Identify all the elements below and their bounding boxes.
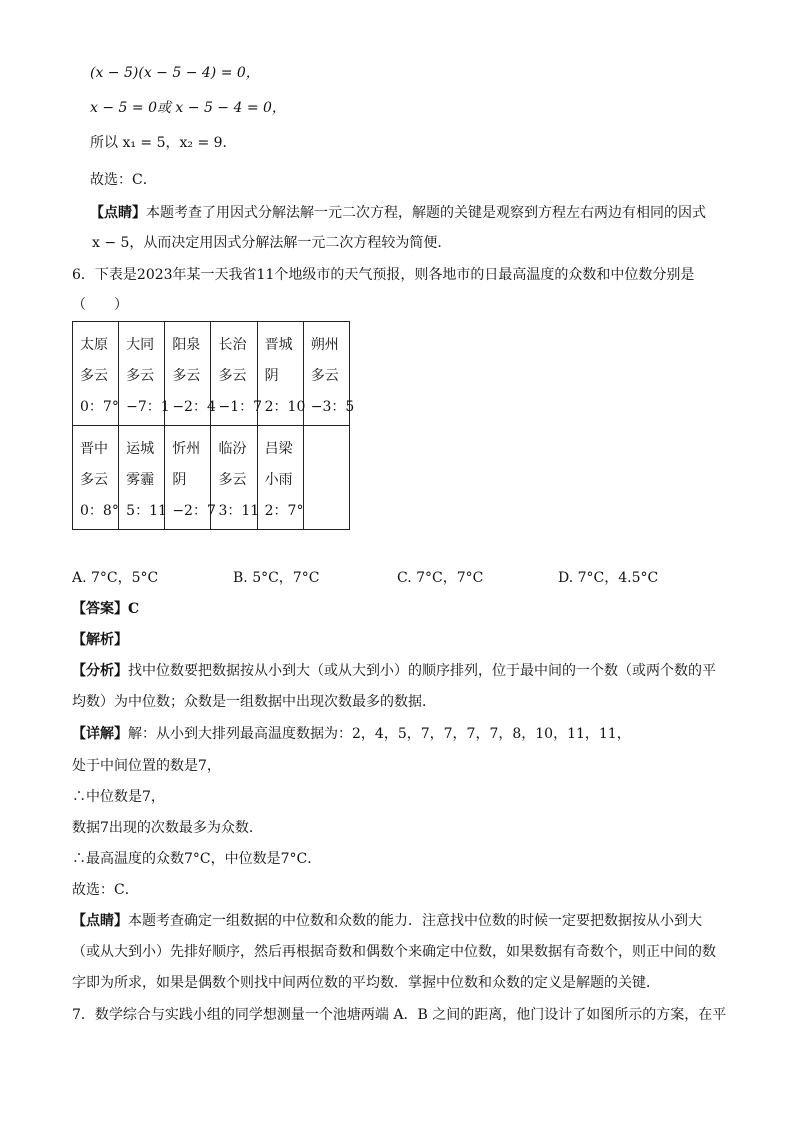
q6-stem-line2: （ ） — [72, 297, 128, 313]
city-name: 吕梁 — [264, 441, 293, 457]
weather-text: 多云 — [218, 472, 247, 488]
prev-comment-line2: x − 5，从而决定用因式分解法解一元二次方程较为简便． — [92, 235, 452, 251]
option-b[interactable]: B. 5°C，7°C — [233, 570, 320, 586]
temp-range: 3：11 — [218, 503, 260, 519]
city-name: 晋城 — [264, 337, 293, 353]
temp-range: 0：7° — [80, 399, 119, 415]
temp-range: 5：11 — [126, 503, 167, 519]
weather-text: 多云 — [218, 368, 247, 384]
prev-comment-line1 — [90, 203, 706, 223]
q6-comment-line2: （或从大到小）先排好顺序，然后再根据奇数和偶数个来确定中位数，如果数据有奇数个，则正中间的数 — [72, 944, 716, 960]
temp-range: −2：4 — [172, 399, 216, 415]
comment-text: 本题考查确定一组数据的中位数和众数的能力．注意找中位数的时候一定要把数据按从小到大 — [128, 913, 702, 929]
city-name: 太原 — [80, 337, 108, 353]
city-name — [311, 434, 349, 465]
weather-text: 多云 — [80, 368, 108, 384]
weather-text — [311, 465, 349, 496]
city-name: 运城 — [126, 441, 155, 457]
q6-stem-line1: 6．下表是2023年某一天我省11个地级市的天气预报，则各地市的日最高温度的众数和中位数分别是 — [72, 267, 695, 283]
weather-text: 小雨 — [264, 472, 293, 488]
q6-detail-line4: 数据7出现的次数最多为众数． — [72, 820, 263, 836]
q6-analysis-line1 — [72, 661, 716, 681]
prev-comment-text: 本题考查了用因式分解法解一元二次方程，解题的关键是观察到方程左右两边有相同的因式 — [146, 205, 706, 221]
table-cell — [119, 322, 170, 426]
weather-text: 阴 — [264, 368, 279, 384]
table-row — [73, 426, 350, 530]
q6-detail-line5: ∴最高温度的众数7°C，中位数是7°C． — [72, 851, 322, 867]
table-cell — [119, 426, 165, 530]
table-cell — [211, 426, 260, 530]
detail-tag: 【详解】 — [72, 726, 128, 742]
table-cell-empty — [303, 426, 349, 530]
temp-range: 2：10 — [264, 399, 306, 415]
temp-range: −2：7 — [172, 503, 216, 519]
city-name: 朔州 — [310, 337, 339, 353]
weather-text: 多云 — [172, 368, 201, 384]
option-a[interactable]: A. 7°C，5°C — [72, 570, 159, 586]
q6-answer: 【答案】C — [72, 601, 140, 617]
weather-text: 阴 — [172, 472, 187, 488]
table-cell — [303, 322, 355, 426]
temp-range: 2：7° — [264, 503, 304, 519]
q6-detail-line2: 处于中间位置的数是7， — [72, 758, 221, 774]
temp-range: −1：7 — [218, 399, 263, 415]
equation-cases: x − 5 = 0或 x − 5 − 4 = 0， — [90, 100, 286, 116]
prev-comment-tag: 【点睛】 — [90, 205, 146, 221]
city-name: 临汾 — [218, 441, 247, 457]
table-cell — [165, 426, 216, 530]
q6-detail-line1 — [72, 724, 631, 744]
q6-detail-line6: 故选：C． — [72, 882, 139, 898]
table-cell — [257, 426, 303, 530]
equation-factored: (x − 5)(x − 5 − 4) = 0， — [90, 65, 260, 81]
q6-analysis-header: 【解析】 — [72, 632, 128, 648]
table-row — [73, 322, 350, 426]
table-cell — [73, 426, 119, 530]
option-d[interactable]: D. 7°C，4.5°C — [558, 570, 659, 586]
q6-detail-line3: ∴中位数是7， — [72, 789, 165, 805]
city-name: 阳泉 — [172, 337, 201, 353]
q6-comment-line3: 字即为所求，如果是偶数个则找中间两位数的平均数．掌握中位数和众数的定义是解题的关键． — [72, 975, 660, 991]
comment-tag: 【点睛】 — [72, 913, 128, 929]
detail-text: 解：从小到大排列最高温度数据为：2，4，5，7，7，7，7，8，10，11，11， — [128, 726, 631, 742]
q6-analysis-line2: 均数）为中位数；众数是一组数据中出现次数最多的数据． — [72, 694, 436, 710]
table-cell — [73, 322, 119, 426]
temp-range: 0：8° — [80, 503, 119, 519]
q6-comment-line1 — [72, 911, 702, 931]
table-cell — [257, 322, 306, 426]
temp-range — [311, 496, 349, 527]
analysis-tag: 【分析】 — [72, 663, 128, 679]
table-cell — [165, 322, 216, 426]
weather-text: 多云 — [80, 472, 108, 488]
option-c[interactable]: C. 7°C，7°C — [397, 570, 484, 586]
equation-roots: 所以 x₁ = 5，x₂ = 9． — [90, 135, 237, 151]
weather-text: 雾霾 — [126, 472, 155, 488]
temp-range: −7：1 — [126, 399, 170, 415]
q7-stem-line1: 7．数学综合与实践小组的同学想测量一个池塘两端 A．B 之间的距离，他门设计了如图所示的方案，在平 — [72, 1007, 727, 1023]
weather-table — [72, 321, 355, 530]
prev-answer: 故选：C． — [90, 172, 157, 188]
city-name: 忻州 — [172, 441, 201, 457]
temp-range: −3：5 — [310, 399, 355, 415]
city-name: 晋中 — [80, 441, 108, 457]
weather-text: 多云 — [310, 368, 339, 384]
weather-text: 多云 — [126, 368, 155, 384]
table-cell — [211, 322, 263, 426]
city-name: 大同 — [126, 337, 155, 353]
analysis-text: 找中位数要把数据按从小到大（或从大到小）的顺序排列，位于最中间的一个数（或两个数的平 — [128, 663, 716, 679]
city-name: 长治 — [218, 337, 247, 353]
